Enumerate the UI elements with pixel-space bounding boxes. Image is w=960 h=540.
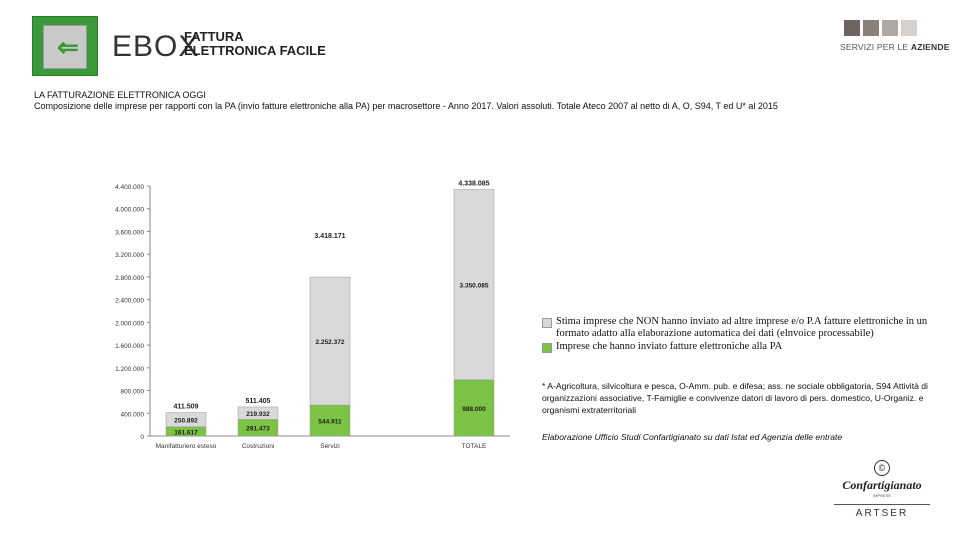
page-title bbox=[34, 90, 778, 112]
y-tick-label: 400.000 bbox=[120, 411, 144, 419]
legend-swatch-grey bbox=[542, 318, 552, 328]
y-tick-label: 0 bbox=[140, 434, 144, 441]
y-tick-label: 2.400.000 bbox=[115, 297, 144, 305]
x-tick-label: Servizi bbox=[320, 443, 340, 450]
bar-data-label: 988.000 bbox=[462, 405, 486, 413]
y-tick-label: 4.000.000 bbox=[115, 206, 144, 214]
y-tick-label: 4.400.000 bbox=[115, 184, 144, 191]
y-tick-label: 2.800.000 bbox=[115, 274, 144, 282]
footnote: * A-Agricoltura, silvicoltura e pesca, O-Amm. pub. e difesa; ass. ne sociale obbligatoria, S94 Attività di organizzazioni associative, T-Famiglie e convivenze datori di lavoro di pers. domestico, U-Organiz. e organismi extraterritoriali bbox=[542, 381, 928, 415]
y-tick-label: 3.200.000 bbox=[115, 252, 144, 260]
bar-total-label: 4.338.085 bbox=[458, 180, 490, 188]
confartigianato-emblem-icon: © bbox=[874, 460, 890, 476]
bar-data-label: 161.617 bbox=[174, 429, 198, 437]
bar-total-label: 411.509 bbox=[173, 403, 199, 411]
legend-swatch-green bbox=[542, 343, 552, 353]
ebox-logo bbox=[32, 16, 332, 78]
ebox-brand: EBOX bbox=[112, 30, 200, 63]
bar-total-label: 3.418.171 bbox=[314, 232, 346, 240]
title-line-2: Composizione delle imprese per rapporti con la PA (invio fatture elettroniche alla PA) per macrosettore - Anno 2017. Valori assoluti. Totale Ateco 2007 al netto di A, O, S94, T ed U* al 2015 bbox=[34, 101, 778, 111]
source-note: Elaborazione Ufficio Studi Confartigianato su dati Istat ed Agenzia delle entrate bbox=[542, 432, 843, 442]
ebox-tagline: FATTURA ELETTRONICA FACILE bbox=[184, 29, 326, 58]
x-tick-label: Manifatturiero esteso bbox=[155, 443, 217, 450]
bar-data-label: 219.932 bbox=[246, 411, 270, 419]
confartigianato-logo: © Confartigianato IMPRESE ARTSER bbox=[834, 460, 930, 516]
bar-data-label: 544.911 bbox=[318, 418, 342, 426]
y-tick-label: 3.600.000 bbox=[115, 229, 144, 237]
ebox-logo-icon: ⇐ bbox=[32, 16, 98, 76]
y-tick-label: 800.000 bbox=[120, 388, 144, 396]
legend-item-not-sent: Stima imprese che NON hanno inviato ad altre imprese e/o P.A fatture elettroniche in un formato adatto alla elaborazione automatica dei dati (elnvoice processabile) bbox=[542, 316, 942, 340]
chart-legend bbox=[542, 316, 942, 354]
bar-data-label: 250.892 bbox=[174, 417, 198, 425]
servizi-label: SERVIZI PER LE AZIENDE bbox=[840, 42, 950, 52]
bar-data-label: 291.473 bbox=[246, 425, 270, 433]
y-tick-label: 1.600.000 bbox=[115, 343, 144, 351]
legend-item-sent: Imprese che hanno inviato fatture elettroniche alla PA bbox=[542, 341, 942, 353]
bar-data-label: 2.252.372 bbox=[315, 339, 345, 347]
y-tick-label: 1.200.000 bbox=[115, 365, 144, 373]
bar-total-label: 511.405 bbox=[245, 397, 271, 405]
stacked-bar-chart bbox=[100, 170, 520, 460]
chart-svg bbox=[100, 170, 520, 460]
title-line-1: LA FATTURAZIONE ELETTRONICA OGGI bbox=[34, 90, 206, 100]
bar-data-label: 3.350.085 bbox=[459, 282, 489, 290]
y-tick-label: 2.000.000 bbox=[115, 320, 144, 328]
servizi-aziende-logo bbox=[840, 20, 950, 60]
x-tick-label: Costruzioni bbox=[241, 443, 275, 450]
color-squares-icon bbox=[844, 20, 932, 36]
x-tick-label: TOTALE bbox=[461, 443, 487, 450]
